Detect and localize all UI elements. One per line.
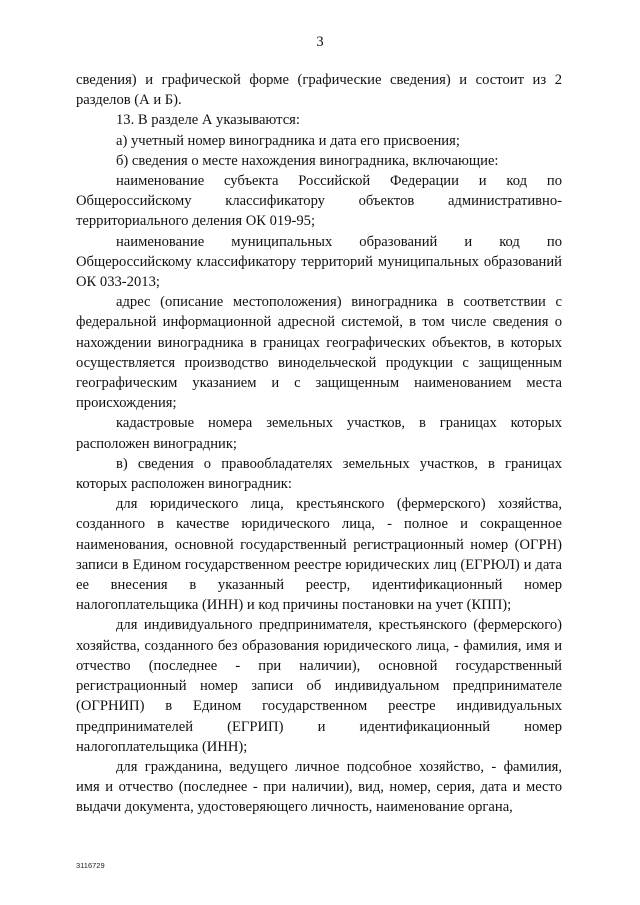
paragraph-item-a: а) учетный номер виноградника и дата его присвоения; (116, 132, 460, 149)
paragraph-item-b: б) сведения о месте нахождения виноградника, включающие: (116, 152, 499, 169)
paragraph-address: адрес (описание местоположения) виноградника в соответствии с федеральной информационной адресной системой, в том числе сведения о нахождении виноградника в границах географических объектов, в которых осуществляется производство винодельческой продукции с защищенным географическим указанием и с защищенным наименованием места происхождения; (76, 294, 562, 412)
paragraph-continuation: сведения) и графической форме (графические сведения) и состоит из 2 разделов (А и Б). (76, 72, 562, 109)
paragraph-legal-entity: для юридического лица, крестьянского (фермерского) хозяйства, созданного в качестве юридического лица, - полное и сокращенное наименования, основной государственный регистрационный номер (ОГРН) записи в Едином государственном реестре юридических лиц (ЕГРЮЛ) и дата ее внесения в указанный реестр, идентификационный номер налогоплательщика (ИНН) и код причины постановки на учет (КПП); (76, 496, 562, 614)
paragraph-section-13: 13. В разделе А указываются: (116, 112, 300, 129)
paragraph-item-v: в) сведения о правообладателях земельных участков, в границах которых расположен виноградник: (76, 455, 562, 493)
footer-code: 3116729 (76, 861, 105, 870)
body-text (76, 70, 562, 818)
paragraph-citizen: для гражданина, ведущего личное подсобное хозяйство, - фамилия, имя и отчество (последнее - при наличии), вид, номер, серия, дата и место выдачи документа, удостоверяющего личность, наименование органа, (76, 758, 562, 816)
page-number: 3 (316, 34, 324, 50)
paragraph-cadastral: кадастровые номера земельных участков, в границах которых расположен виноградник; (76, 415, 562, 452)
paragraph-municipal: наименование муниципальных образований и код по Общероссийскому классификатору территорий муниципальных образований ОК 033-2013; (76, 233, 562, 291)
paragraph-subject-rf: наименование субъекта Российской Федерации и код по Общероссийскому классификатору объектов административно-территориального деления ОК 019-95; (76, 173, 562, 230)
paragraph-entrepreneur: для индивидуального предпринимателя, крестьянского (фермерского) хозяйства, созданного без образования юридического лица, - фамилия, имя и отчество (последнее - при наличии), основной государственный регистрационный номер записи об индивидуальном предпринимателе (ОГРНИП) в Едином государственном реестре индивидуальных предпринимателей (ЕГРИП) и идентификационный номер налогоплательщика (ИНН); (76, 617, 562, 755)
